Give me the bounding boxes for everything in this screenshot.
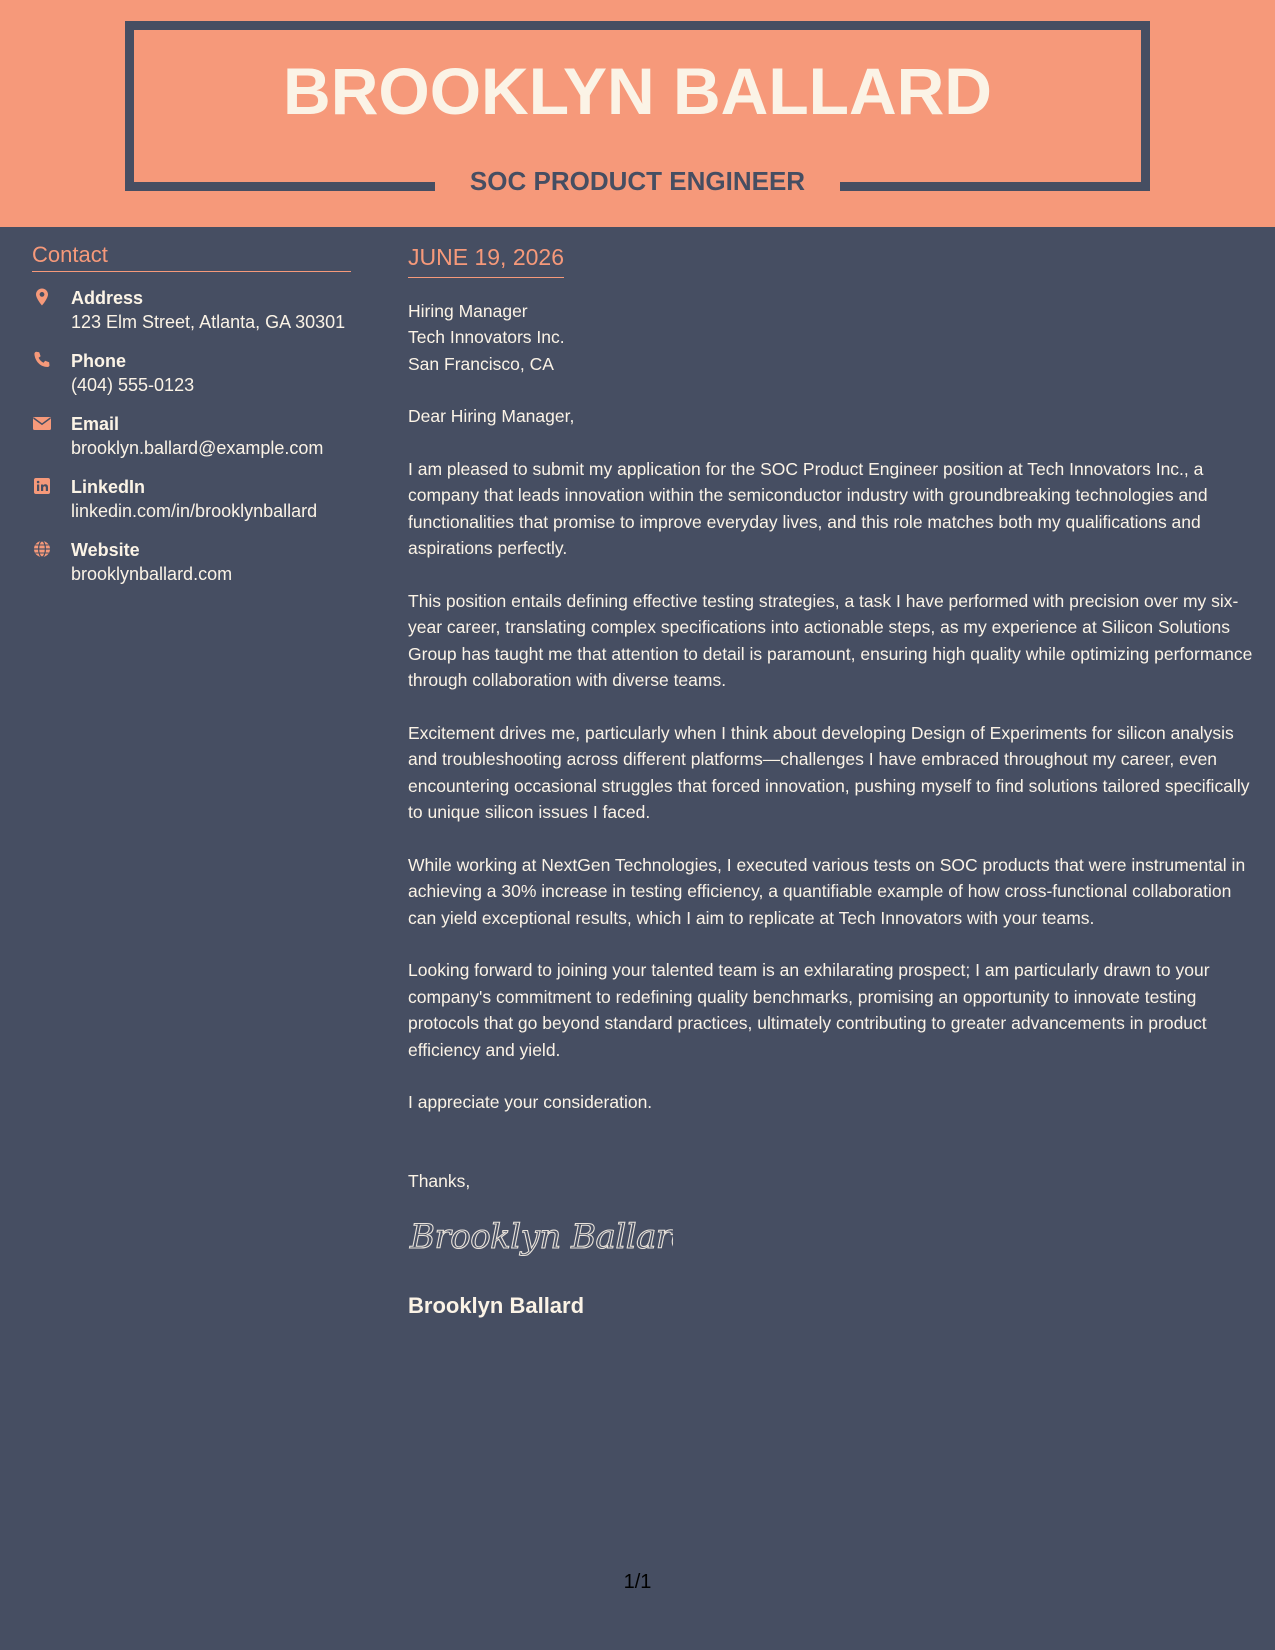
phone-icon — [32, 350, 52, 370]
contact-item-email — [32, 412, 351, 461]
candidate-name: BROOKLYN BALLARD — [283, 54, 992, 128]
letter-paragraph: I am pleased to submit my application for the SOC Product Engineer position at Tech Innovators Inc., a company that leads innovation within the semiconductor industry with groundbreaking technologies and functionalities that promise to improve everyday lives, and this role matches both my qualifications and aspirations perfectly. — [408, 458, 1208, 559]
handwritten-signature — [408, 1212, 673, 1260]
globe-icon — [32, 539, 52, 559]
signer-name: Brooklyn Ballard — [408, 1293, 585, 1319]
email-label: Email — [71, 414, 120, 435]
contact-heading: Contact — [32, 242, 351, 272]
phone-label: Phone — [71, 351, 127, 372]
letter-body — [408, 244, 1253, 1319]
letter-date: JUNE 19, 2026 — [408, 244, 564, 278]
recipient-line: Tech Innovators Inc. — [408, 327, 565, 348]
letter-paragraph: While working at NextGen Technologies, I executed various tests on SOC products that were instrumental in achieving a 30% increase in testing efficiency, a quantifiable example of how cross-functional collaboration can yield exceptional results, which I aim to replicate at Tech Innovators with your teams. — [408, 854, 1246, 928]
salutation: Dear Hiring Manager, — [408, 406, 575, 427]
job-title: SOC PRODUCT ENGINEER — [469, 166, 806, 196]
letter-paragraph: Excitement drives me, particularly when I think about developing Design of Experiments for silicon analysis and troubleshooting across different platforms—challenges I have embraced throughout my career, even encountering occasional struggles that forced innovation, pushing myself to find solutions tailored specifically to unique silicon issues I faced. — [408, 722, 1250, 823]
email-value: brooklyn.ballard@example.com — [71, 438, 324, 459]
contact-item-address — [32, 286, 351, 335]
address-label: Address — [71, 288, 144, 309]
recipient-line: San Francisco, CA — [408, 353, 554, 374]
linkedin-label: LinkedIn — [71, 477, 146, 498]
svg-text:Brooklyn Ballard: Brooklyn Ballard — [410, 1217, 673, 1258]
recipient-line: Hiring Manager — [408, 300, 528, 321]
header-banner — [0, 0, 1275, 227]
linkedin-value: linkedin.com/in/brooklynballard — [71, 501, 318, 522]
recipient-block — [408, 298, 1253, 378]
linkedin-icon — [32, 476, 52, 496]
closing: Thanks, — [408, 1170, 471, 1191]
contact-item-website — [32, 538, 351, 587]
website-value: brooklynballard.com — [71, 564, 233, 585]
location-pin-icon — [32, 287, 52, 307]
contact-sidebar — [32, 242, 351, 587]
letter-paragraph: Looking forward to joining your talented team is an exhilarating prospect; I am particularly drawn to your company's commitment to redefining quality benchmarks, promising an opportunity to innovate testing protocols that go beyond standard practices, ultimately contributing to greater advancements in product efficiency and yield. — [408, 960, 1210, 1060]
contact-item-phone — [32, 349, 351, 398]
letter-paragraph: This position entails defining effective testing strategies, a task I have performed with precision over my six-year career, translating complex specifications into actionable steps, as my experience at Silicon Solutions Group has taught me that attention to detail is paramount, ensuring high quality while optimizing performance through collaboration with diverse teams. — [408, 590, 1253, 691]
address-value: 123 Elm Street, Atlanta, GA 30301 — [71, 312, 346, 333]
website-label: Website — [71, 540, 140, 561]
page-number: 1/1 — [623, 1571, 652, 1593]
contact-item-linkedin — [32, 475, 351, 524]
phone-value: (404) 555-0123 — [71, 375, 195, 396]
envelope-icon — [32, 413, 52, 433]
letter-paragraph: I appreciate your consideration. — [408, 1092, 653, 1113]
